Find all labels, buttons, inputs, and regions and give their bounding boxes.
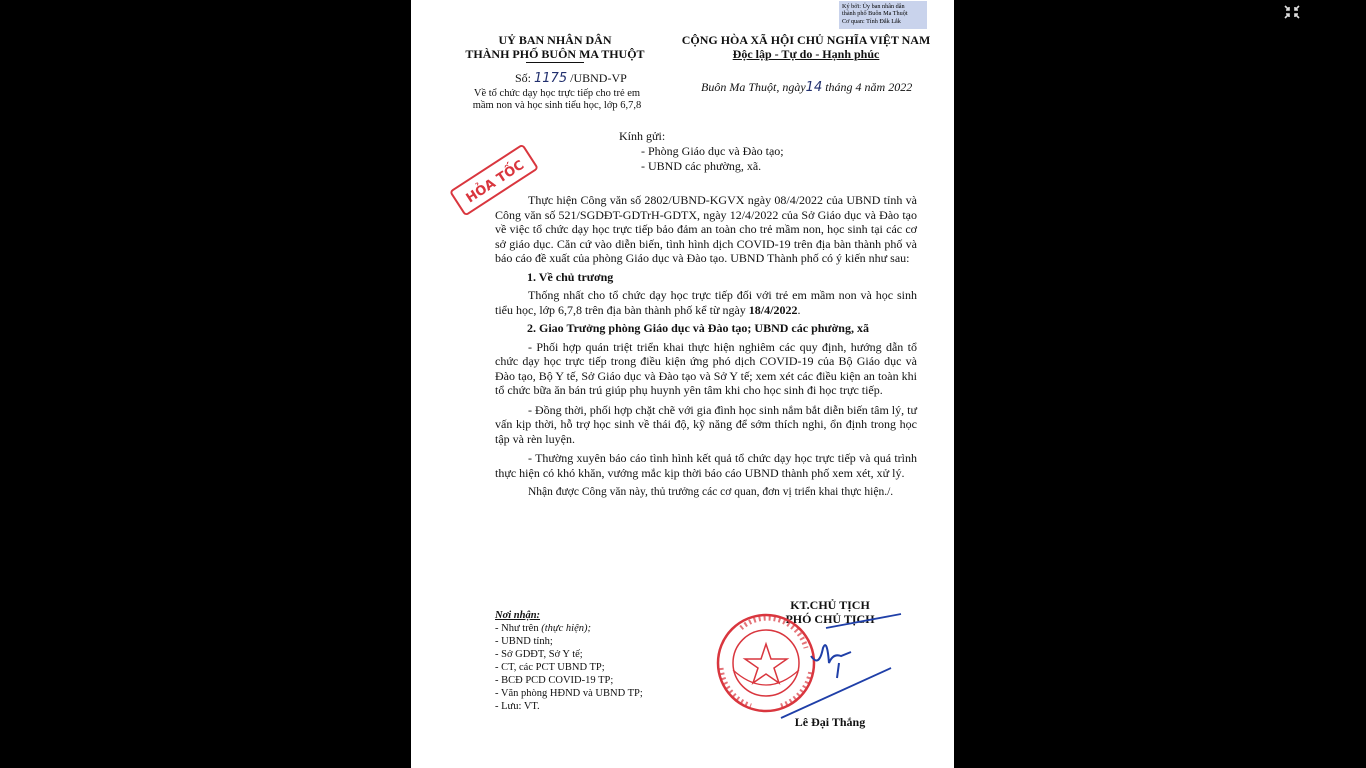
number-suffix: /UBND-VP [570, 71, 627, 85]
date-day-handwritten: 14 [805, 80, 823, 95]
distribution-title: Nơi nhận: [495, 610, 541, 621]
date-suffix: tháng 4 năm 2022 [825, 80, 913, 94]
distribution-item: - UBND tỉnh; [495, 636, 553, 647]
subject-line: Về tổ chức dạy học trực tiếp cho trẻ em [473, 88, 641, 99]
section-heading: 2. Giao Trưởng phòng Giáo dục và Đào tạo; UBND các phường, xã [527, 321, 869, 335]
distribution-item: - BCĐ PCD COVID-19 TP; [495, 675, 614, 686]
national-header [673, 33, 939, 61]
paragraph-end: . [797, 302, 801, 317]
distribution-item: - Lưu: VT. [495, 701, 540, 712]
intro-paragraph: Thực hiện Công văn số 2802/UBND-KGVX ngày 08/4/2022 của UBND tỉnh và Công văn số 521/SGDĐT-GDTrH-GDTX, ngày 12/4/2022 của Sở Giáo dục và Đào tạo về việc tổ chức dạy học trực tiếp bảo đảm an toàn cho trẻ mầm non, học sinh tại các cơ sở giáo dục. Căn cứ vào diễn biến, tình hình dịch COVID-19 trên địa bàn thành phố và báo cáo đề xuất của phòng Giáo dục và Đào tạo. UBND Thành phố có ý kiến như sau: [495, 193, 917, 265]
signer-title-line: KT.CHỦ TỊCH [790, 598, 870, 612]
recipients [619, 129, 784, 174]
national-motto: Độc lập - Tự do - Hạnh phúc [732, 47, 880, 61]
digital-signature-box [839, 1, 927, 29]
section-heading: 1. Về chủ trương [527, 269, 614, 284]
official-seal [711, 608, 911, 728]
distribution-item-text: - Như trên [495, 623, 542, 634]
signer-title-line: PHÓ CHỦ TỊCH [785, 612, 875, 626]
recipient-item: - UBND các phường, xã. [641, 159, 762, 173]
signature-box-line: thành phố Buôn Ma Thuột [842, 10, 908, 18]
authority-line: THÀNH PHỐ BUÔN MA THUỘT [465, 47, 645, 61]
document-page [411, 0, 954, 768]
signer-name: Lê Đại Thắng [794, 715, 866, 729]
closing-paragraph: Nhận được Công văn này, thủ trưởng các cơ quan, đơn vị triển khai thực hiện./. [528, 486, 894, 498]
urgent-stamp-text: HỎA TỐC [463, 157, 528, 207]
paragraph-text: Thống nhất cho tổ chức dạy học trực tiếp đối với trẻ em mầm non và học sinh tiểu học, lớp 6,7,8 trên địa bàn thành phố kể từ ngày [495, 288, 917, 317]
signature-box-line: Ký bởi: Ủy ban nhân dân [842, 3, 905, 10]
distribution-list [495, 609, 643, 713]
distribution-item: - CT, các PCT UBND TP; [495, 662, 605, 673]
number-handwritten: 1175 [534, 71, 568, 86]
section-paragraph: - Đồng thời, phối hợp chặt chẽ với gia đình học sinh nắm bắt diễn biến tâm lý, tư vấn kịp thời, hỗ trợ học sinh về thái độ, kỹ năng để sớm thích nghi, ổn định trong học tập và rèn luyện. [495, 402, 917, 446]
distribution-item: - Sở GDĐT, Sở Y tế; [495, 649, 583, 660]
document-subject [441, 88, 673, 112]
document-date [701, 80, 912, 95]
signature-box-line: Cơ quan: Tỉnh Đắk Lắk [842, 17, 901, 25]
document-number [515, 71, 627, 86]
distribution-item: - Văn phòng HĐND và UBND TP; [495, 688, 643, 699]
section-paragraph [495, 288, 917, 317]
recipients-label: Kính gửi: [619, 129, 666, 143]
subject-line: mầm non và học sinh tiểu học, lớp 6,7,8 [472, 100, 642, 111]
section-paragraph: - Phối hợp quán triệt triển khai thực hiện nghiêm các quy định, hướng dẫn tổ chức dạy học trực tiếp trong điều kiện ứng phó dịch COVID-19 của Bộ Giáo dục và Đào tạo, Bộ Y tế, Sở Giáo dục và Đào tạo và Sở Y tế; xem xét các điều kiện an toàn khi tổ chức bữa ăn bán trú giúp phụ huynh yên tâm khi cho học sinh đi học trực tiếp. [495, 339, 917, 397]
divider [526, 62, 584, 63]
exit-fullscreen-button[interactable] [1280, 2, 1304, 22]
issuing-authority [439, 33, 671, 63]
authority-line: UỶ BAN NHÂN DÂN [498, 33, 612, 47]
document-body [495, 193, 917, 503]
distribution-item-note: (thực hiện); [541, 623, 591, 634]
recipient-item: - Phòng Giáo dục và Đào tạo; [641, 144, 784, 158]
exit-fullscreen-icon [1280, 2, 1304, 22]
country-name: CỘNG HÒA XÃ HỘI CHỦ NGHĨA VIỆT NAM [681, 33, 931, 47]
date-prefix: Buôn Ma Thuột, ngày [701, 80, 806, 94]
effective-date: 18/4/2022 [748, 302, 798, 317]
section-paragraph: - Thường xuyên báo cáo tình hình kết quả tổ chức dạy học trực tiếp và quá trình thực hiện có khó khăn, vướng mắc kịp thời báo cáo UBND thành phố xem xét, xử lý. [495, 451, 917, 480]
number-prefix: Số: [515, 71, 532, 85]
distribution-item [495, 622, 643, 635]
